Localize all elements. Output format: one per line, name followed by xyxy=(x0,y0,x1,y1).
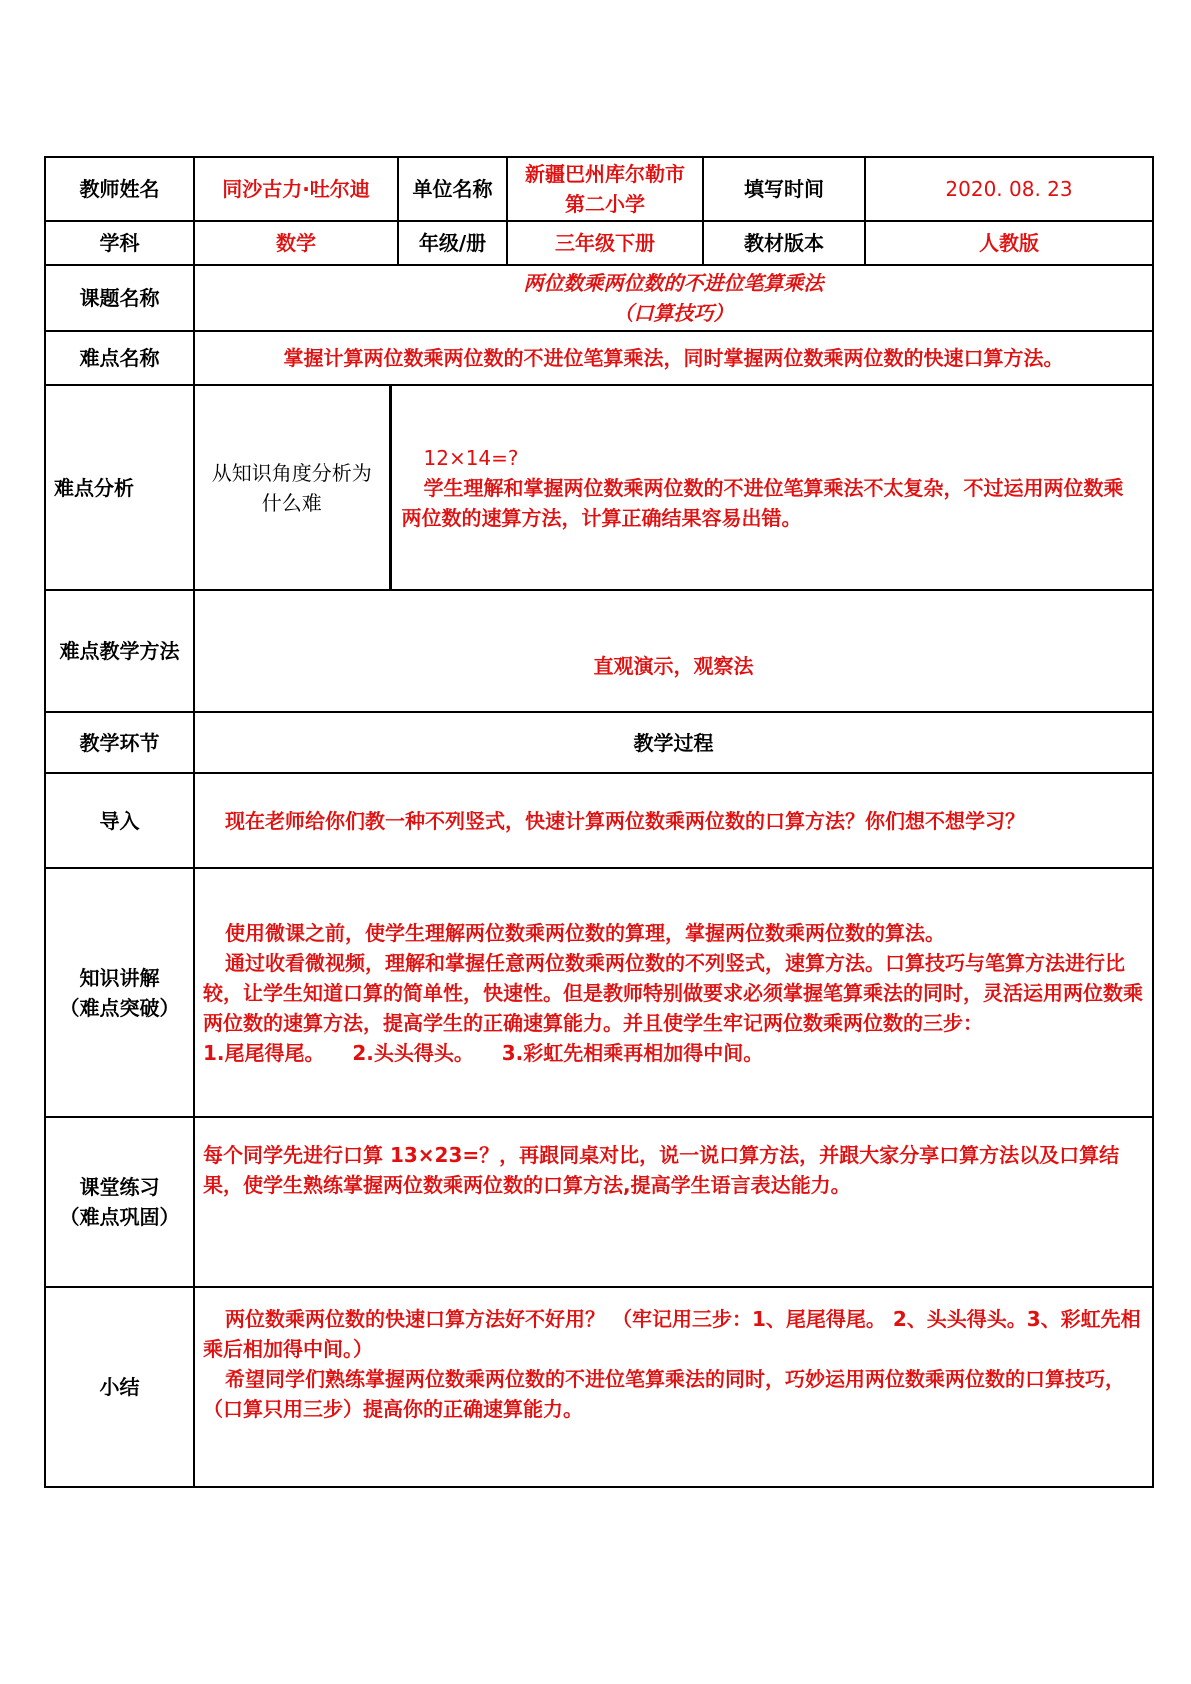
edition-value: 人教版 xyxy=(865,221,1153,265)
difficulty-row xyxy=(45,331,1153,385)
unit-value-line2: 第二小学 xyxy=(565,192,646,216)
topic-line1: 两位数乘两位数的不进位笔算乘法 xyxy=(523,271,824,295)
header-row-1 xyxy=(45,157,1153,221)
summary-para1: 两位数乘两位数的快速口算方法好不好用？ （牢记用三步：1、尾尾得尾。 2、头头得头。3、彩虹先相乘后相加得中间。） xyxy=(203,1307,1141,1361)
knowledge-content xyxy=(194,868,1153,1117)
header-row-2 xyxy=(45,221,1153,265)
process-label: 教学过程 xyxy=(194,712,1153,773)
difficulty-value: 掌握计算两位数乘两位数的不进位笔算乘法，同时掌握两位数乘两位数的快速口算方法。 xyxy=(194,331,1153,385)
intro-text-cell xyxy=(194,773,1153,868)
lesson-plan-table xyxy=(44,156,1154,1488)
edition-label: 教材版本 xyxy=(703,221,865,265)
practice-label-line2: （难点巩固） xyxy=(59,1205,180,1229)
practice-row xyxy=(45,1117,1153,1287)
analysis-sub-label: 从知识角度分析为什么难 xyxy=(194,385,390,590)
unit-value-line1: 新疆巴州库尔勒市 xyxy=(525,162,686,186)
grade-label: 年级/册 xyxy=(398,221,507,265)
analysis-text: 学生理解和掌握两位数乘两位数的不进位笔算乘法不太复杂，不过运用两位数乘两位数的速算方法，计算正确结果容易出错。 xyxy=(401,475,1124,530)
intro-row xyxy=(45,773,1153,868)
practice-content xyxy=(194,1117,1153,1287)
topic-line2: （口算技巧） xyxy=(613,301,734,325)
summary-label: 小结 xyxy=(45,1287,194,1487)
topic-label: 课题名称 xyxy=(45,265,194,331)
practice-text: 每个同学先进行口算 13×23=？，再跟同桌对比，说一说口算方法，并跟大家分享口算方法以及口算结果，使学生熟练掌握两位数乘两位数的口算方法,提高学生语言表达能力。 xyxy=(203,1143,1120,1197)
subject-label: 学科 xyxy=(45,221,194,265)
knowledge-steps: 1.尾尾得尾。 2.头头得头。 3.彩虹先相乘再相加得中间。 xyxy=(203,1040,764,1065)
method-label: 难点教学方法 xyxy=(45,590,194,712)
topic-value xyxy=(194,265,1153,331)
knowledge-para2: 通过收看微视频，理解和掌握任意两位数乘两位数的不列竖式，速算方法。口算技巧与笔算方法进行比较，让学生知道口算的简单性，快速性。但是教师特别做要求必须掌握笔算乘法的同时，灵活运用两位数乘两位数的速算方法，提高学生的正确速算能力。并且使学生牢记两位数乘两位数的三步： xyxy=(203,950,1143,1035)
grade-value: 三年级下册 xyxy=(507,221,703,265)
teacher-label: 教师姓名 xyxy=(45,157,194,221)
teacher-value: 同沙古力·吐尔迪 xyxy=(194,157,398,221)
practice-label xyxy=(45,1117,194,1287)
analysis-row xyxy=(45,385,1153,590)
summary-content xyxy=(194,1287,1153,1487)
intro-label: 导入 xyxy=(45,773,194,868)
stage-label: 教学环节 xyxy=(45,712,194,773)
difficulty-label: 难点名称 xyxy=(45,331,194,385)
knowledge-row xyxy=(45,868,1153,1117)
knowledge-label-line2: （难点突破） xyxy=(59,995,180,1020)
analysis-formula: 12×14=? xyxy=(423,445,519,470)
summary-para2: 希望同学们熟练掌握两位数乘两位数的不进位笔算乘法的同时，巧妙运用两位数乘两位数的口算技巧，（口算只用三步）提高你的正确速算能力。 xyxy=(203,1367,1125,1421)
subject-value: 数学 xyxy=(194,221,398,265)
date-label: 填写时间 xyxy=(703,157,865,221)
intro-text: 现在老师给你们教一种不列竖式，快速计算两位数乘两位数的口算方法？你们想不想学习？ xyxy=(225,808,1025,833)
method-value: 直观演示，观察法 xyxy=(194,590,1153,712)
analysis-content xyxy=(390,385,1153,590)
unit-value xyxy=(507,157,703,221)
knowledge-label-line1: 知识讲解 xyxy=(79,965,160,990)
practice-label-line1: 课堂练习 xyxy=(79,1175,160,1199)
knowledge-label xyxy=(45,868,194,1117)
method-row xyxy=(45,590,1153,712)
date-value: 2020. 08. 23 xyxy=(865,157,1153,221)
unit-label: 单位名称 xyxy=(398,157,507,221)
analysis-label: 难点分析 xyxy=(45,385,194,590)
knowledge-para1: 使用微课之前，使学生理解两位数乘两位数的算理，掌握两位数乘两位数的算法。 xyxy=(225,920,945,945)
topic-row xyxy=(45,265,1153,331)
process-header-row xyxy=(45,712,1153,773)
summary-row xyxy=(45,1287,1153,1487)
